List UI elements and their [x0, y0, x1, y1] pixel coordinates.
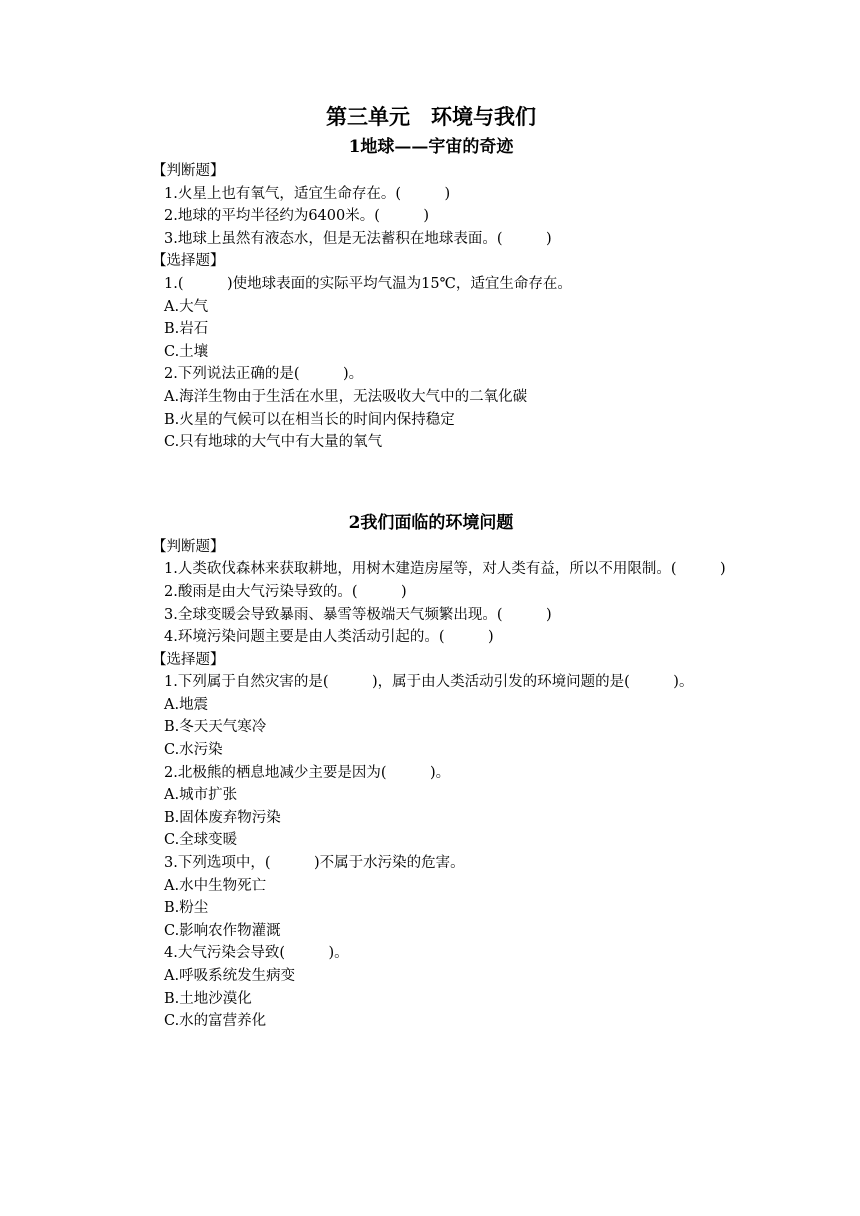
- judge-item: 4.环境污染问题主要是由人类活动引起的。( ): [164, 629, 494, 646]
- option: C.影响农作物灌溉: [164, 922, 281, 939]
- worksheet-content: [131, 100, 731, 1033]
- question-stem: 1.下列属于自然灾害的是( )，属于由人类活动引发的环境问题的是( )。: [164, 674, 694, 691]
- judge-item: 3.全球变暖会导致暴雨、暴雪等极端天气频繁出现。( ): [164, 606, 552, 623]
- option: B.土地沙漠化: [164, 990, 252, 1007]
- option: A.海洋生物由于生活在水里，无法吸收大气中的二氧化碳: [164, 388, 528, 405]
- lesson-1-section: [131, 134, 731, 454]
- option: A.大气: [164, 298, 209, 315]
- option: B.岩石: [164, 321, 209, 338]
- option: A.地震: [164, 696, 209, 713]
- option: C.水污染: [164, 742, 223, 759]
- lesson-2-title: 2我们面临的环境问题: [348, 512, 514, 533]
- lesson-2-section: [131, 510, 731, 1033]
- unit-title: 第三单元 环境与我们: [326, 104, 536, 129]
- question-stem: 1.( )使地球表面的实际平均气温为15℃，适宜生命存在。: [164, 275, 572, 292]
- question-stem: 4.大气污染会导致( )。: [164, 945, 349, 962]
- option: A.城市扩张: [164, 787, 238, 804]
- choice-heading: 【选择题】: [152, 651, 225, 668]
- judge-heading: 【判断题】: [152, 163, 225, 179]
- option: C.土壤: [164, 343, 209, 360]
- lesson-1-title: 1地球——宇宙的奇迹: [348, 137, 514, 157]
- judge-heading: 【判断题】: [152, 538, 225, 555]
- option: A.呼吸系统发生病变: [164, 968, 296, 984]
- choice-heading: 【选择题】: [152, 253, 225, 270]
- option: B.固体废弃物污染: [164, 809, 281, 826]
- option: B.粉尘: [164, 900, 209, 917]
- option: B.火星的气候可以在相当长的时间内保持稳定: [164, 411, 455, 428]
- judge-item: 3.地球上虽然有液态水，但是无法蓄积在地球表面。( ): [164, 230, 552, 247]
- section-gap: [131, 454, 731, 510]
- option: C.全球变暖: [164, 832, 238, 849]
- judge-item: 1.人类砍伐森林来获取耕地，用树木建造房屋等，对人类有益，所以不用限制。( ): [164, 561, 726, 578]
- question-stem: 3.下列选项中，( )不属于水污染的危害。: [164, 855, 465, 872]
- option: C.水的富营养化: [164, 1013, 267, 1030]
- question-stem: 2.下列说法正确的是( )。: [164, 366, 364, 383]
- judge-item: 1.火星上也有氧气，适宜生命存在。( ): [164, 185, 451, 202]
- option: B.冬天天气寒冷: [164, 719, 267, 736]
- option: A.水中生物死亡: [164, 877, 267, 894]
- option: C.只有地球的大气中有大量的氧气: [164, 434, 383, 451]
- judge-item: 2.地球的平均半径约为6400米。( ): [164, 208, 430, 225]
- question-stem: 2.北极熊的栖息地减少主要是因为( )。: [164, 764, 451, 781]
- judge-item: 2.酸雨是由大气污染导致的。( ): [164, 583, 407, 600]
